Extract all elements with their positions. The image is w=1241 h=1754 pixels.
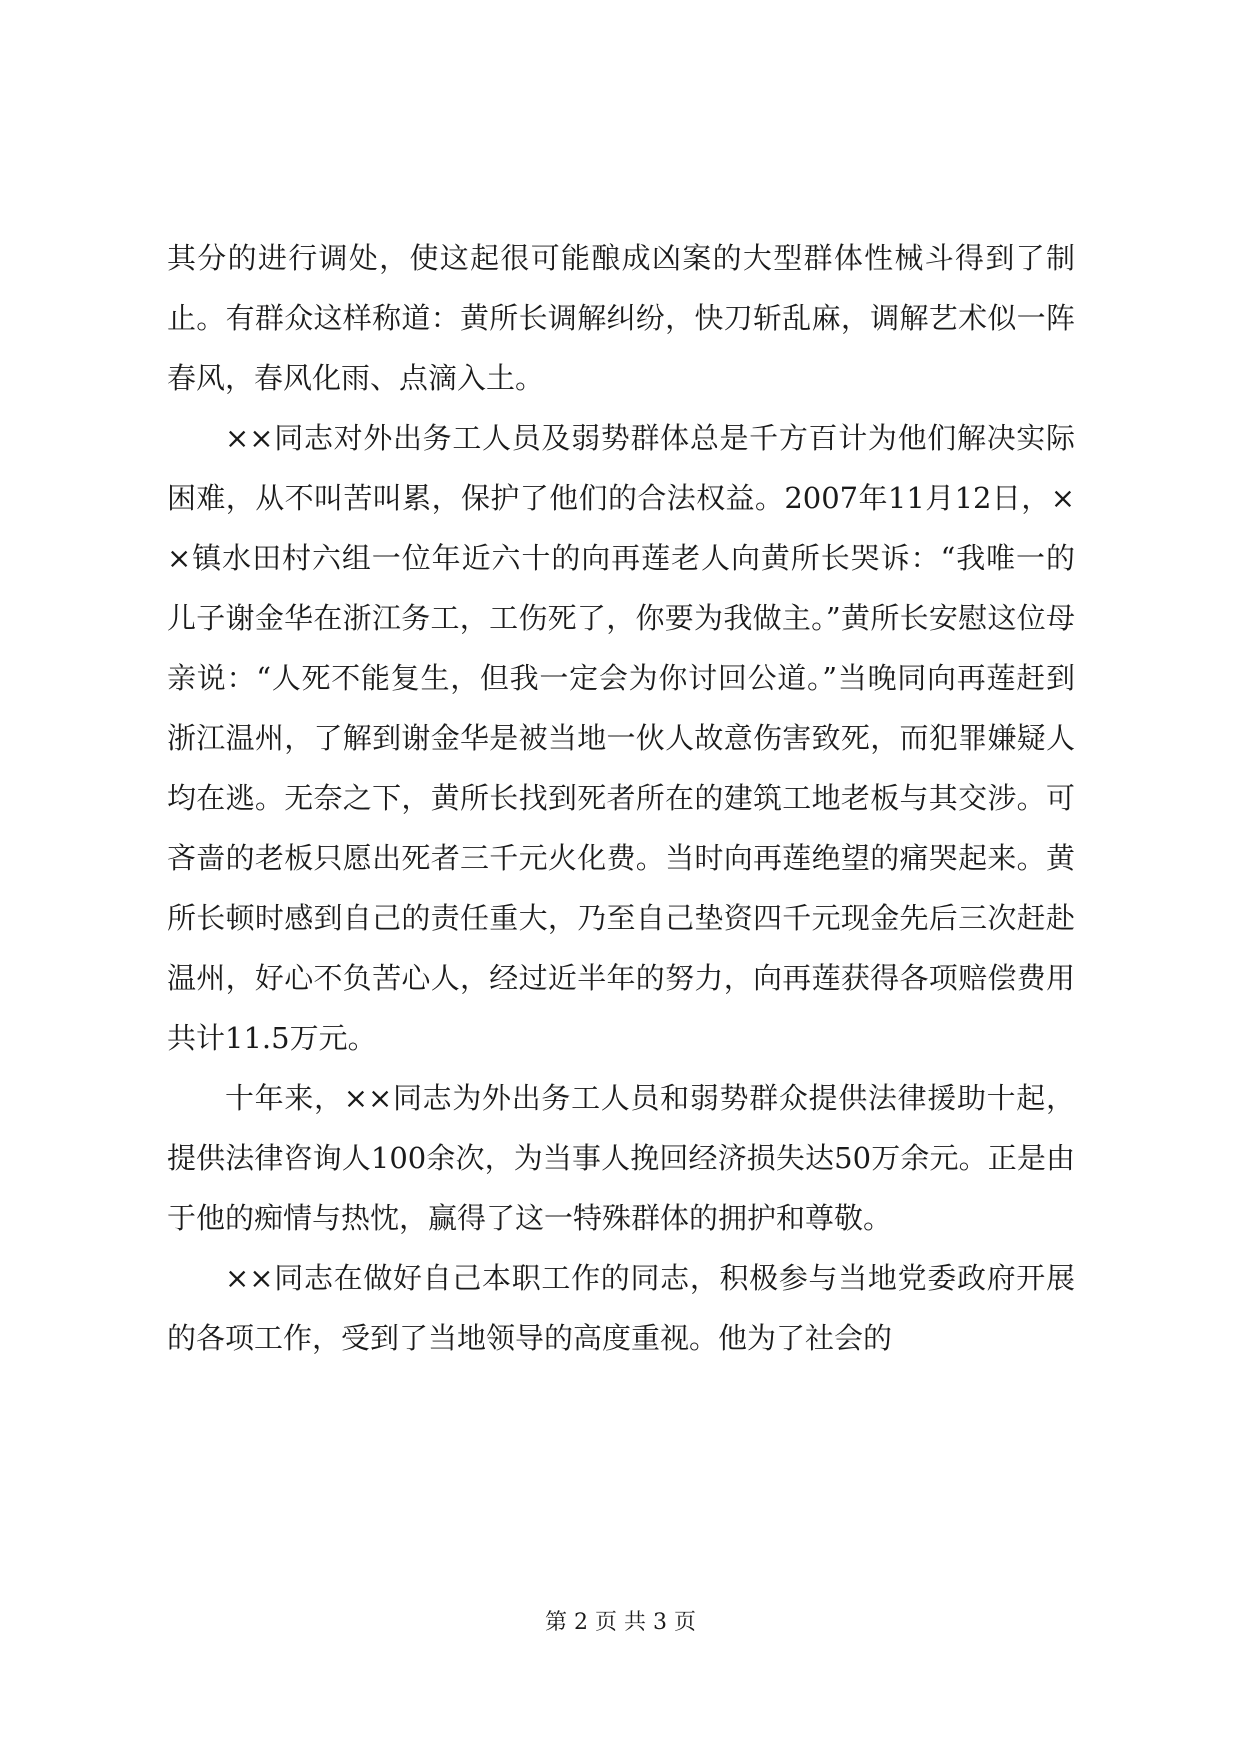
document-body xyxy=(167,228,1075,1368)
paragraph-local-work: ××同志在做好自己本职工作的同志，积极参与当地党委政府开展的各项工作，受到了当地领导的高度重视。他为了社会的 xyxy=(167,1261,1075,1355)
page-number-footer: 第 2 页 共 3 页 xyxy=(545,1610,696,1635)
paragraph-continuation: 其分的进行调处，使这起很可能酿成凶案的大型群体性械斗得到了制止。有群众这样称道：黄所长调解纠纷，快刀斩乱麻，调解艺术似一阵春风，春风化雨、点滴入土。 xyxy=(167,241,1075,395)
paragraph-legal-aid-summary: 十年来，××同志为外出务工人员和弱势群众提供法律援助十起，提供法律咨询人100余次，为当事人挽回经济损失达50万余元。正是由于他的痴情与热忱，赢得了这一特殊群体的拥护和尊敬。 xyxy=(167,1081,1075,1235)
paragraph-migrant-workers-case: ××同志对外出务工人员及弱势群体总是千方百计为他们解决实际困难，从不叫苦叫累，保护了他们的合法权益。2007年11月12日，××镇水田村六组一位年近六十的向再莲老人向黄所长哭诉：“我唯一的儿子谢金华在浙江务工，工伤死了，你要为我做主。”黄所长安慰这位母亲说：“人死不能复生，但我一定会为你讨回公道。”当晚同向再莲赶到浙江温州，了解到谢金华是被当地一伙人故意伤害致死，而犯罪嫌疑人均在逃。无奈之下，黄所长找到死者所在的建筑工地老板与其交涉。可吝啬的老板只愿出死者三千元火化费。当时向再莲绝望的痛哭起来。黄所长顿时感到自己的责任重大，乃至自己垫资四千元现金先后三次赶赴温州，好心不负苦心人，经过近半年的努力，向再莲获得各项赔偿费用共计11.5万元。 xyxy=(167,421,1075,1055)
